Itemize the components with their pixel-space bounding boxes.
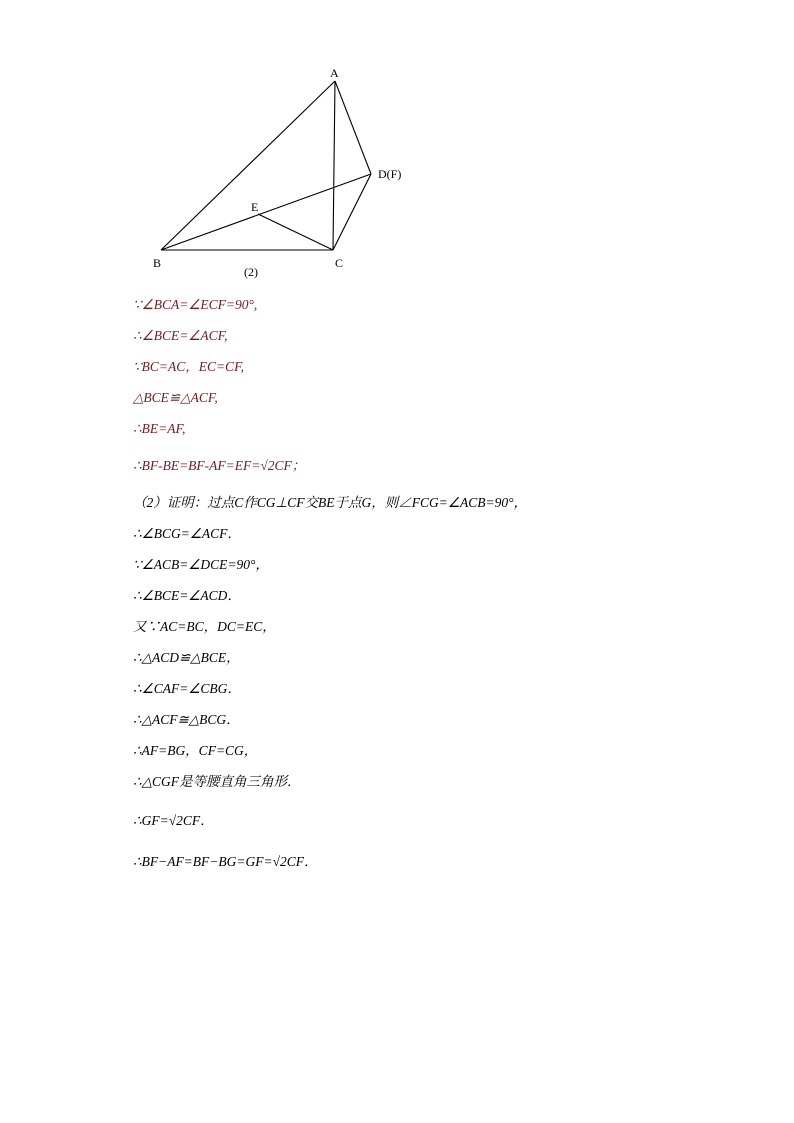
label-c: C (335, 256, 344, 270)
proof-line-16: ∴△CGF是等腰直角三角形． (133, 774, 301, 789)
proof-line-17: ∴GF=√2CF． (133, 813, 214, 828)
geometry-figure (145, 62, 425, 287)
label-b: B (153, 256, 162, 270)
segment-ab (161, 81, 335, 250)
proof-line-13: ∴∠CAF=∠CBG． (133, 681, 241, 696)
label-df: D(F) (378, 167, 402, 181)
proof-line-3: ∵BC=AC，EC=CF, (133, 359, 244, 374)
figure-caption: (2) (244, 265, 258, 279)
segment-ac (333, 81, 335, 250)
proof-line-18: ∴BF−AF=BF−BG=GF=√2CF． (133, 854, 318, 869)
segment-ec (258, 214, 333, 250)
proof-line-11: 又∵AC=BC，DC=EC， (133, 619, 276, 634)
triangle-diagram (145, 62, 425, 287)
proof-line-15: ∴AF=BG，CF=CG， (133, 743, 258, 758)
segment-bd (161, 174, 371, 250)
proof-line-4: △BCE≌△ACF, (133, 390, 218, 405)
proof-line-14: ∴△ACF≅△BCG． (133, 712, 240, 727)
segment-ad (335, 81, 371, 174)
label-e: E (251, 200, 259, 214)
proof-line-10: ∴∠BCE=∠ACD． (133, 588, 241, 603)
proof-line-9: ∵∠ACB=∠DCE=90°， (133, 557, 269, 572)
proof-line-8: ∴∠BCG=∠ACF． (133, 526, 241, 541)
proof-part2-heading: （2）证明：过点C作CG⊥CF交BE于点G，则∠FCG=∠ACB=90°， (133, 495, 527, 510)
proof-line-6: ∴BF-BE=BF-AF=EF=√2CF； (133, 458, 306, 473)
proof-line-2: ∴∠BCE=∠ACF, (133, 328, 228, 343)
proof-line-12: ∴△ACD≌△BCE， (133, 650, 240, 665)
label-a: A (330, 66, 339, 80)
proof-line-5: ∴BE=AF, (133, 421, 186, 436)
proof-line-1: ∵∠BCA=∠ECF=90°, (133, 297, 258, 312)
